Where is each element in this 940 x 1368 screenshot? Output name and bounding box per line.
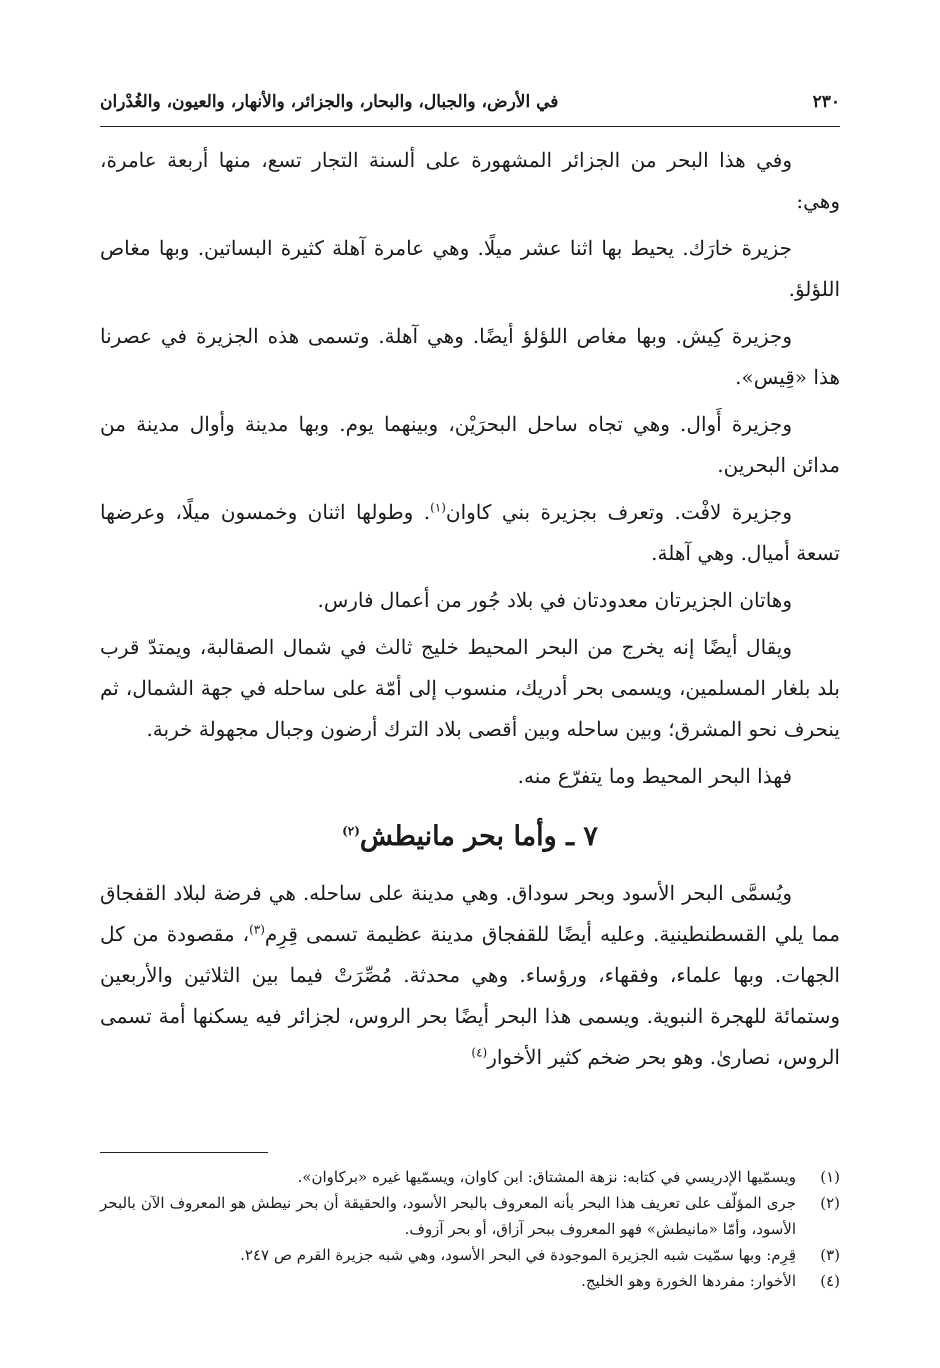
paragraph <box>100 492 840 574</box>
main-text <box>100 140 840 1078</box>
footnote-text: الأخوار: مفردها الخورة وهو الخليج. <box>581 1272 796 1290</box>
footnote-text: ويسمّيها الإدريسي في كتابه: نزهة المشتاق: ابن كاوان، ويسمّيها غيره «بركاوان». <box>297 1168 796 1186</box>
section-heading <box>100 815 840 859</box>
footnote-rule <box>100 1152 268 1153</box>
footnotes <box>100 1164 840 1294</box>
paragraph: وجزيرة كِيش. وبها مغاص اللؤلؤ أيضًا. وهي آهلة. وتسمى هذه الجزيرة في عصرنا هذا «قِيس». <box>100 324 840 389</box>
header-rule <box>100 126 840 127</box>
footnote-text: قِرِم: وبها سمّيت شبه الجزيرة الموجودة في البحر الأسود، وهي شبه جزيرة القرم ص ٢٤٧. <box>240 1246 796 1264</box>
paragraph-text: ، مقصودة من كل الجهات. وبها علماء، وفقهاء، ورؤساء. وهي محدثة. مُصِّرَتْ فيما بين الثلاثين والأربعين وستمائة للهجرة النبوية. ويسمى هذا البحر أيضًا بحر الروس، لجزائر فيه يسكنها أمة تسمى الروس، نصارىٰ. وهو بحر ضخم كثير الأخوار <box>100 922 840 1069</box>
footnote-number: (٤) <box>820 1272 840 1290</box>
paragraph-text: ويُسمَّى البحر الأسود وبحر سوداق. وهي مدينة على ساحله. هي فرضة لبلاد القفجاق مما يلي القسطنطينية. وعليه أيضًا للقفجاق مدينة عظيمة تسمى قِرِم <box>100 881 840 946</box>
paragraph: وهاتان الجزيرتان معدودتان في بلاد جُور من أعمال فارس. <box>317 588 792 612</box>
paragraph: جزيرة خارَك. يحيط بها اثنا عشر ميلًا. وهي عامرة آهلة كثيرة البساتين. وبها مغاص اللؤلؤ. <box>100 236 840 301</box>
footnote-number: (٣) <box>820 1246 840 1264</box>
footnote-ref: (٢) <box>342 824 360 838</box>
page-number: ٢٣٠ <box>812 92 840 112</box>
footnote <box>100 1190 840 1242</box>
page-header <box>100 84 840 120</box>
section-heading-text: ٧ ـ وأما بحر مانيطش <box>359 821 598 852</box>
paragraph: وجزيرة أَوال. وهي تجاه ساحل البحرَيْن، وبينهما يوم. وبها مدينة وأوال مدينة من مدائن البحرين. <box>100 412 840 477</box>
footnote <box>100 1164 840 1190</box>
paragraph <box>100 873 840 1078</box>
paragraph: ويقال أيضًا إنه يخرج من البحر المحيط خليج ثالث في شمال الصقالبة، ويمتدّ قرب بلد بلغار المسلمين، ويسمى بحر أدريك، منسوب إلى أمّة على ساحله في جهة الشمال، ثم ينحرف نحو المشرق؛ وبين ساحله وبين أقصى بلاد الترك أرضون وجبال مجهولة خربة. <box>100 635 840 741</box>
paragraph-text: وجزيرة لافْت. وتعرف بجزيرة بني كاوان <box>445 500 792 524</box>
footnote-ref: (١) <box>430 500 446 515</box>
footnote-number: (٢) <box>820 1194 840 1212</box>
paragraph: فهذا البحر المحيط وما يتفرّع منه. <box>517 764 792 788</box>
footnote-ref: (٣) <box>249 922 265 937</box>
paragraph-text: . وطولها اثنان وخمسون ميلًا، وعرضها تسعة أميال. وهي آهلة. <box>100 500 840 565</box>
running-title: في الأرض، والجبال، والبحار، والجزائر، والأنهار، والعيون، والغُدْران <box>100 92 559 112</box>
footnote-ref: (٤) <box>471 1045 488 1060</box>
footnote <box>100 1268 840 1294</box>
paragraph: وفي هذا البحر من الجزائر المشهورة على ألسنة التجار تسع، منها أربعة عامرة، وهي: <box>100 148 840 213</box>
footnote-text: جرى المؤلّف على تعريف هذا البحر بأنه المعروف بالبحر الأسود، والحقيقة أن بحر نيطش هو المعروف الآن بالبحر الأسود، وأمّا «مانيطش» فهو المعروف ببحر آزاق، أو بحر آزوف. <box>100 1194 796 1238</box>
book-page <box>100 78 840 1328</box>
footnote <box>100 1242 840 1268</box>
footnote-number: (١) <box>820 1168 840 1186</box>
